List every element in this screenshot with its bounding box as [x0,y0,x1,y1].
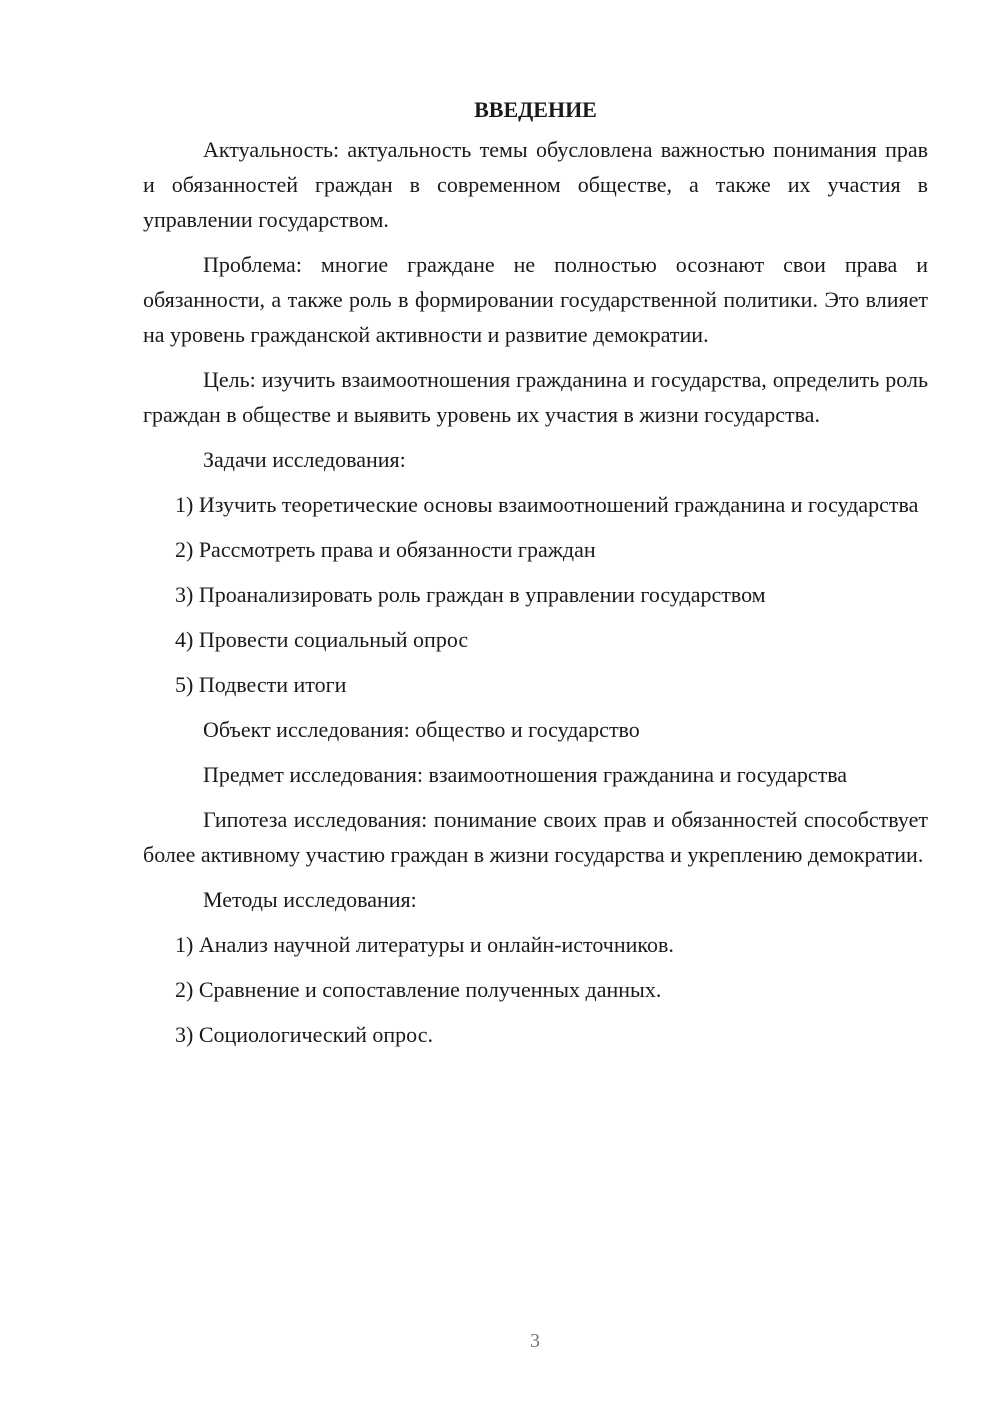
list-item: 1) Анализ научной литературы и онлайн-источников. [175,932,674,957]
list-item: 4) Провести социальный опрос [175,627,469,652]
methods-list [143,927,928,1052]
document-page [143,92,928,1062]
goal-paragraph: Цель: изучить взаимоотношения гражданина и государства, определить роль граждан в обществе и выявить уровень их участия в жизни государства. [143,367,928,427]
page-number: 3 [530,1330,540,1352]
hypothesis-paragraph: Гипотеза исследования: понимание своих прав и обязанностей способствует более активному участию граждан в жизни государства и укреплению демократии. [143,807,928,867]
section-title: ВВЕДЕНИЕ [474,97,597,122]
object-paragraph: Объект исследования: общество и государство [203,717,640,742]
list-item: 5) Подвести итоги [175,672,347,697]
list-item: 3) Проанализировать роль граждан в управлении государством [175,582,766,607]
list-item: 2) Сравнение и сопоставление полученных данных. [175,977,662,1002]
methods-heading: Методы исследования: [203,887,417,912]
subject-paragraph: Предмет исследования: взаимоотношения гражданина и государства [203,762,848,787]
list-item: 1) Изучить теоретические основы взаимоотношений гражданина и государства [175,492,919,517]
list-item: 3) Социологический опрос. [175,1022,433,1047]
tasks-heading: Задачи исследования: [203,447,406,472]
problem-paragraph: Проблема: многие граждане не полностью осознают свои права и обязанности, а также роль в формировании государственной политики. Это влияет на уровень гражданской активности и развитие демократии. [143,252,928,347]
tasks-list [143,487,928,702]
list-item: 2) Рассмотреть права и обязанности граждан [175,537,596,562]
relevance-paragraph: Актуальность: актуальность темы обусловлена важностью понимания прав и обязанностей граждан в современном обществе, а также их участия в управлении государством. [143,137,928,232]
